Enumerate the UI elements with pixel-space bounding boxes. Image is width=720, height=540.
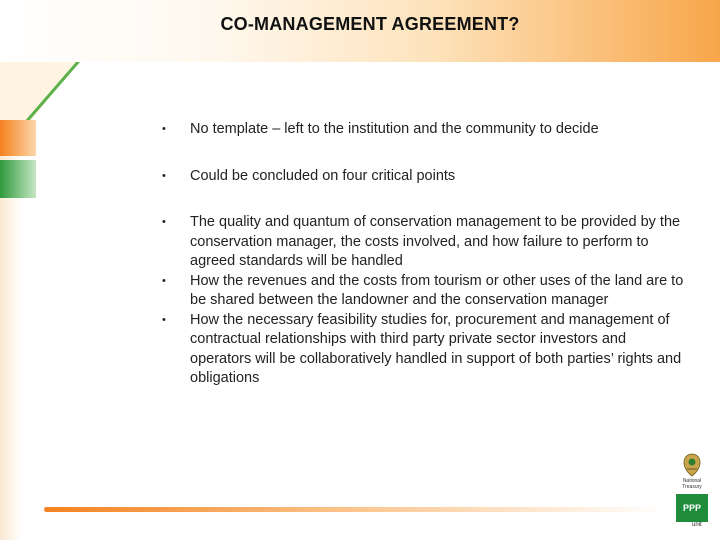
bullet-item bbox=[160, 272, 690, 311]
bullet-text: No template – left to the institution and the community to decide bbox=[190, 121, 599, 137]
bullet-dot: • bbox=[162, 169, 166, 182]
org-name-line2: Treasury bbox=[682, 484, 702, 490]
bullet-list bbox=[160, 120, 690, 389]
bullet-item bbox=[160, 167, 690, 187]
ppp-unit-logo bbox=[672, 452, 712, 532]
org-name-line1: National bbox=[682, 478, 702, 484]
bullet-text: Could be concluded on four critical points bbox=[190, 167, 456, 184]
bullet-dot: • bbox=[162, 274, 166, 287]
bullet-item bbox=[160, 120, 690, 140]
ppp-badge: PPP bbox=[676, 494, 708, 522]
slide-title: CO-MANAGEMENT AGREEMENT? bbox=[220, 14, 520, 34]
orange-accent-block bbox=[0, 120, 36, 156]
bottom-divider-line bbox=[44, 507, 664, 512]
bullet-item bbox=[160, 213, 690, 272]
coat-of-arms-icon bbox=[680, 452, 704, 478]
bullet-dot: • bbox=[162, 123, 166, 135]
corner-swoosh-decoration bbox=[0, 62, 80, 122]
green-accent-block bbox=[0, 160, 36, 198]
bullet-item bbox=[160, 311, 690, 389]
bullet-text: How the revenues and the costs from tourism or other uses of the land are to be shared between the landowner and the conservation manager bbox=[190, 272, 684, 308]
bullet-text: How the necessary feasibility studies for, procurement and management of contractual relationships with third party private sector investors and operators will be collaboratively handled in support of both parties’ rights and obligations bbox=[190, 311, 682, 386]
unit-label: unit bbox=[692, 522, 702, 528]
bullet-dot: • bbox=[162, 216, 166, 228]
bullet-text: The quality and quantum of conservation management to be provided by the conservation manager, the costs involved, and how failure to perform to agreed standards will be handled bbox=[190, 214, 681, 269]
bullet-dot: • bbox=[162, 313, 166, 326]
